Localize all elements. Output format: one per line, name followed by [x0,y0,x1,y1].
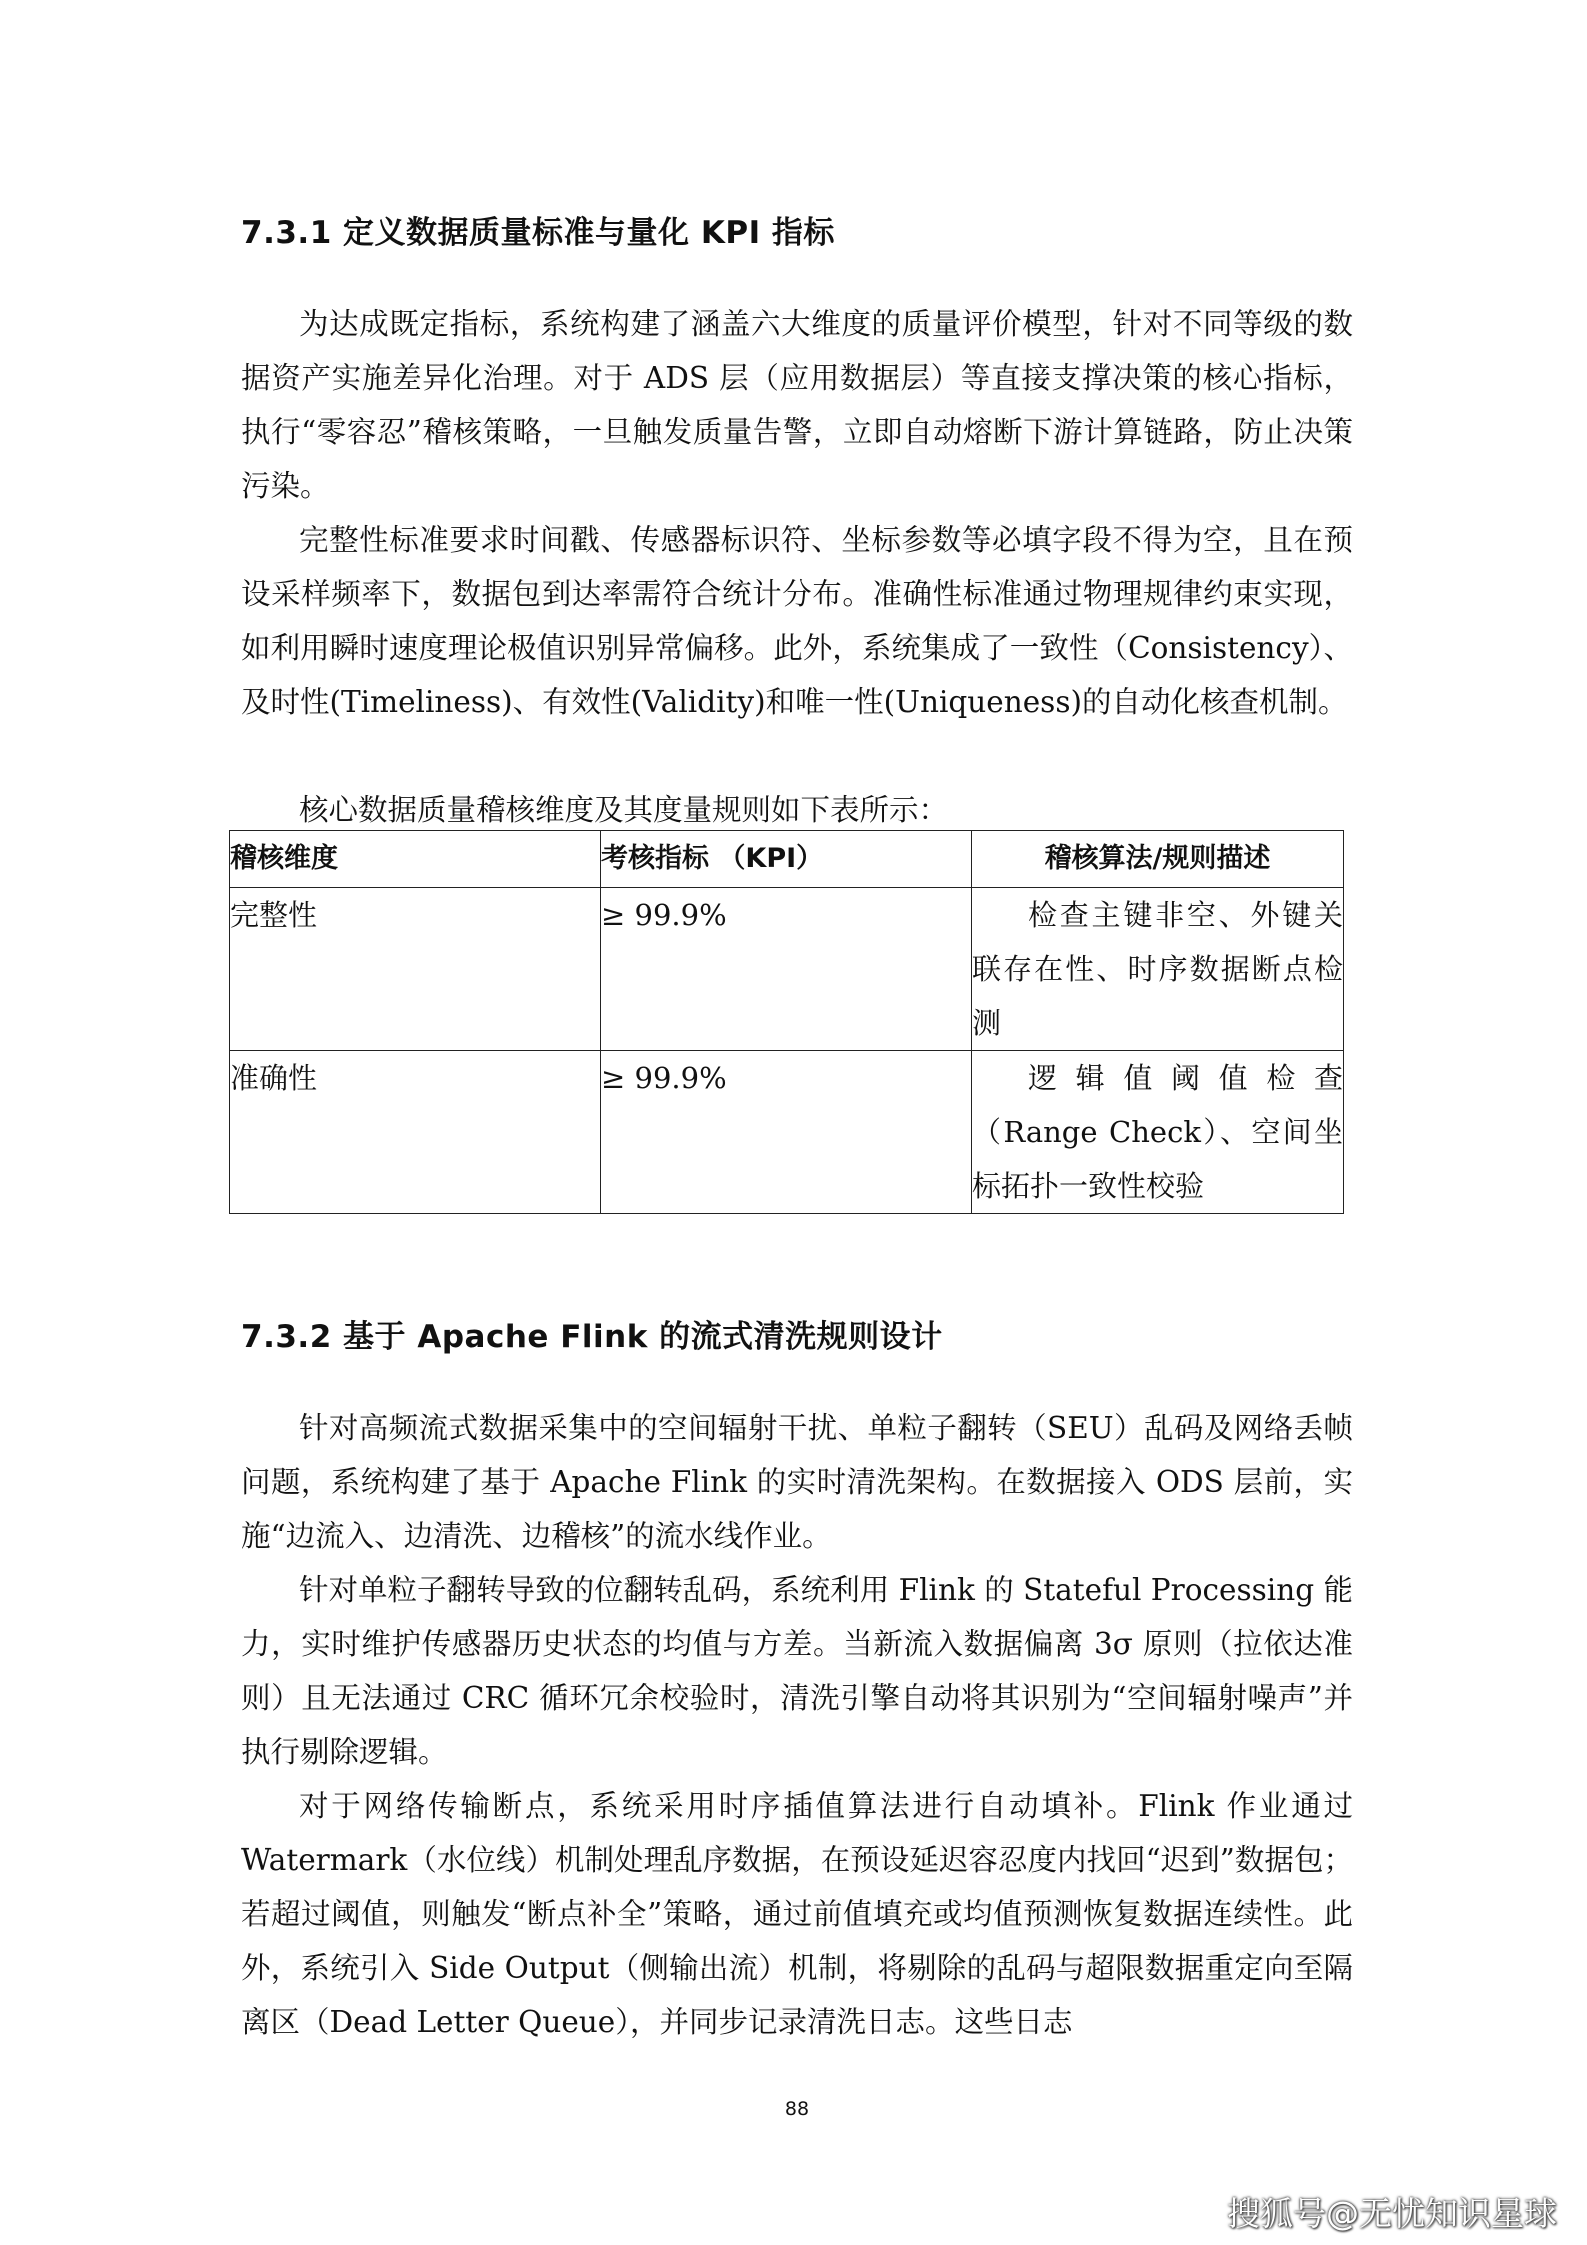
table-row [230,1051,1344,1214]
table-caption: 核心数据质量稽核维度及其度量规则如下表所示： [299,793,949,827]
paragraph: 为达成既定指标，系统构建了涵盖六大维度的质量评价模型，针对不同等级的数据资产实施差异化治理。对于 ADS 层（应用数据层）等直接支撑决策的核心指标，执行“零容忍”稽核策略，一旦触发质量告警，立即自动熔断下游计算链路，防止决策污染。 [241,307,1353,503]
table-cell-dimension: 完整性 [230,888,601,1051]
table-cell-dimension: 准确性 [230,1051,601,1214]
table-cell-kpi: ≥ 99.9% [601,1051,972,1214]
table-header-cell: 考核指标 （KPI） [601,831,972,888]
section-heading-7-3-1: 7.3.1 定义数据质量标准与量化 KPI 指标 [241,215,835,251]
table-header-row [230,831,1344,888]
paragraph: 针对高频流式数据采集中的空间辐射干扰、单粒子翻转（SEU）乱码及网络丢帧问题，系统构建了基于 Apache Flink 的实时清洗架构。在数据接入 ODS 层前，实施“边流入、边清洗、边稽核”的流水线作业。 [241,1411,1353,1553]
section-heading-7-3-2: 7.3.2 基于 Apache Flink 的流式清洗规则设计 [241,1319,943,1355]
watermark: 搜狐号@无忧知识星球 [1227,2194,1557,2233]
table-cell-rule: 逻辑值阈值检查（Range Check）、空间坐标拓扑一致性校验 [972,1051,1344,1214]
paragraph: 完整性标准要求时间戳、传感器标识符、坐标参数等必填字段不得为空，且在预设采样频率下，数据包到达率需符合统计分布。准确性标准通过物理规律约束实现，如利用瞬时速度理论极值识别异常偏移。此外，系统集成了一致性（Consistency）、及时性(Timeliness)、有效性(Validity)和唯一性(Uniqueness)的自动化核查机制。 [241,523,1353,719]
page-number: 88 [784,2098,810,2120]
table-cell-kpi: ≥ 99.9% [601,888,972,1051]
quality-audit-table [229,830,1344,1214]
table-cell-rule: 检查主键非空、外键关联存在性、时序数据断点检测 [972,888,1344,1051]
table-row [230,888,1344,1051]
paragraph: 针对单粒子翻转导致的位翻转乱码，系统利用 Flink 的 Stateful Processing 能力，实时维护传感器历史状态的均值与方差。当新流入数据偏离 3σ 原则（拉依达准则）且无法通过 CRC 循环冗余校验时，清洗引擎自动将其识别为“空间辐射噪声”并执行剔除逻辑。 [241,1573,1353,1769]
paragraph: 对于网络传输断点，系统采用时序插值算法进行自动填补。Flink 作业通过 Watermark（水位线）机制处理乱序数据，在预设延迟容忍度内找回“迟到”数据包；若超过阈值，则触发“断点补全”策略，通过前值填充或均值预测恢复数据连续性。此外，系统引入 Side Output（侧输出流）机制，将剔除的乱码与超限数据重定向至隔离区（Dead Letter Queue），并同步记录清洗日志。这些日志 [241,1789,1353,2039]
table-header-cell: 稽核算法/规则描述 [972,831,1344,888]
table-header-cell: 稽核维度 [230,831,601,888]
